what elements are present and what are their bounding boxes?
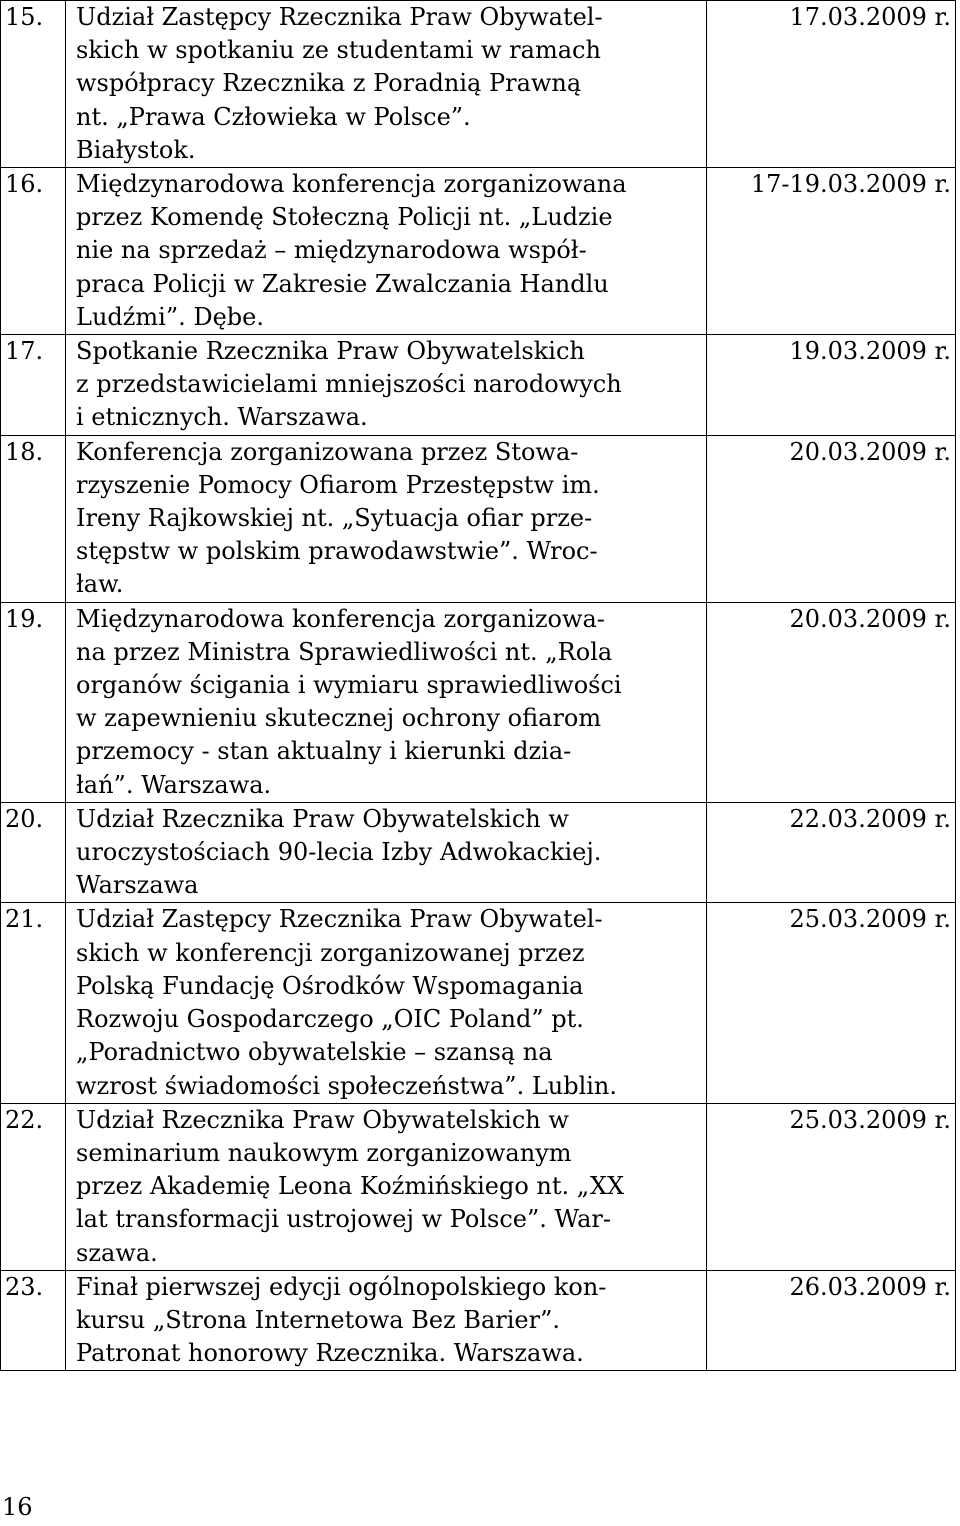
table-row xyxy=(1,903,956,1103)
table-row xyxy=(1,1,956,168)
event-description xyxy=(66,602,707,802)
table-row xyxy=(1,802,956,903)
table-row xyxy=(1,602,956,802)
description-line: Udział Rzecznika Praw Obywatelskich w xyxy=(76,1105,569,1134)
event-description xyxy=(66,435,707,602)
description-line: z przedstawicielami mniejszości narodowych xyxy=(76,370,622,399)
event-date: 17.03.2009 r. xyxy=(707,1,956,168)
description-line: Udział Zastępcy Rzecznika Praw Obywatel- xyxy=(76,3,603,31)
event-date: 20.03.2009 r. xyxy=(707,435,956,602)
row-number: 23. xyxy=(1,1270,66,1371)
description-line: łań”. Warszawa. xyxy=(76,770,272,799)
event-date: 25.03.2009 r. xyxy=(707,1103,956,1270)
row-number: 21. xyxy=(1,903,66,1103)
description-line: Finał pierwszej edycji ogólnopolskiego kon- xyxy=(76,1272,607,1301)
event-date: 22.03.2009 r. xyxy=(707,802,956,903)
description-line: praca Policji w Zakresie Zwalczania Handlu xyxy=(76,269,609,298)
description-line: przemocy - stan aktualny i kierunki dzia- xyxy=(76,737,572,766)
description-line: rzyszenie Pomocy Ofiarom Przestępstw im. xyxy=(76,470,600,499)
description-line: Międzynarodowa konferencja zorganizowana xyxy=(76,170,627,199)
description-line: lat transformacji ustrojowej w Polsce”. War- xyxy=(76,1205,611,1234)
description-line: Konferencja zorganizowana przez Stowa- xyxy=(76,437,579,466)
table-row xyxy=(1,1270,956,1371)
event-date: 25.03.2009 r. xyxy=(707,903,956,1103)
description-line: i etnicznych. Warszawa. xyxy=(76,403,368,432)
description-line: nt. „Prawa Człowieka w Polsce”. xyxy=(76,102,471,131)
description-line: wzrost świadomości społeczeństwa”. Lublin. xyxy=(76,1071,618,1100)
description-line: Międzynarodowa konferencja zorganizowa- xyxy=(76,604,605,633)
row-number: 17. xyxy=(1,335,66,436)
row-number: 15. xyxy=(1,1,66,168)
event-description xyxy=(66,335,707,436)
event-date: 19.03.2009 r. xyxy=(707,335,956,436)
description-line: stępstw w polskim prawodawstwie”. Wroc- xyxy=(76,537,598,566)
description-line: Rozwoju Gospodarczego „OIC Poland” pt. xyxy=(76,1005,584,1034)
table-row xyxy=(1,435,956,602)
description-line: skich w konferencji zorganizowanej przez xyxy=(76,938,585,967)
description-line: przez Akademię Leona Koźmińskiego nt. „XX xyxy=(76,1172,625,1201)
row-number: 22. xyxy=(1,1103,66,1270)
description-line: szawa. xyxy=(76,1238,158,1267)
event-description xyxy=(66,903,707,1103)
row-number: 19. xyxy=(1,602,66,802)
table-row xyxy=(1,168,956,335)
row-number: 16. xyxy=(1,168,66,335)
description-line: skich w spotkaniu ze studentami w ramach xyxy=(76,36,601,65)
description-line: Udział Rzecznika Praw Obywatelskich w xyxy=(76,804,569,833)
row-number: 18. xyxy=(1,435,66,602)
row-number: 20. xyxy=(1,802,66,903)
description-line: ław. xyxy=(76,570,124,599)
event-date: 17-19.03.2009 r. xyxy=(707,168,956,335)
description-line: Spotkanie Rzecznika Praw Obywatelskich xyxy=(76,337,585,366)
description-line: w zapewnieniu skutecznej ochrony ofiarom xyxy=(76,704,602,733)
page-number: 16 xyxy=(2,1493,33,1521)
description-line: Warszawa xyxy=(76,871,199,900)
event-description xyxy=(66,802,707,903)
description-line: kursu „Strona Internetowa Bez Barier”. xyxy=(76,1305,560,1334)
event-date: 26.03.2009 r. xyxy=(707,1270,956,1371)
description-line: Białystok. xyxy=(76,135,196,164)
description-line: na przez Ministra Sprawiedliwości nt. „Rola xyxy=(76,637,613,666)
description-line: Udział Zastępcy Rzecznika Praw Obywatel- xyxy=(76,905,603,934)
event-description xyxy=(66,1270,707,1371)
event-description xyxy=(66,1,707,168)
description-line: organów ścigania i wymiaru sprawiedliwości xyxy=(76,671,622,700)
event-date: 20.03.2009 r. xyxy=(707,602,956,802)
description-line: przez Komendę Stołeczną Policji nt. „Ludzie xyxy=(76,203,613,232)
description-line: Polską Fundację Ośrodków Wspomagania xyxy=(76,971,584,1000)
event-description xyxy=(66,168,707,335)
event-description xyxy=(66,1103,707,1270)
description-line: nie na sprzedaż – międzynarodowa współ- xyxy=(76,236,587,265)
table-row xyxy=(1,335,956,436)
description-line: współpracy Rzecznika z Poradnią Prawną xyxy=(76,69,582,98)
description-line: „Poradnictwo obywatelskie – szansą na xyxy=(76,1038,553,1067)
description-line: seminarium naukowym zorganizowanym xyxy=(76,1138,572,1167)
description-line: Ludźmi”. Dębe. xyxy=(76,302,265,331)
description-line: Patronat honorowy Rzecznika. Warszawa. xyxy=(76,1339,584,1368)
description-line: uroczystościach 90-lecia Izby Adwokackiej. xyxy=(76,838,602,867)
table-row xyxy=(1,1103,956,1270)
description-line: Ireny Rajkowskiej nt. „Sytuacja ofiar prze- xyxy=(76,504,593,533)
